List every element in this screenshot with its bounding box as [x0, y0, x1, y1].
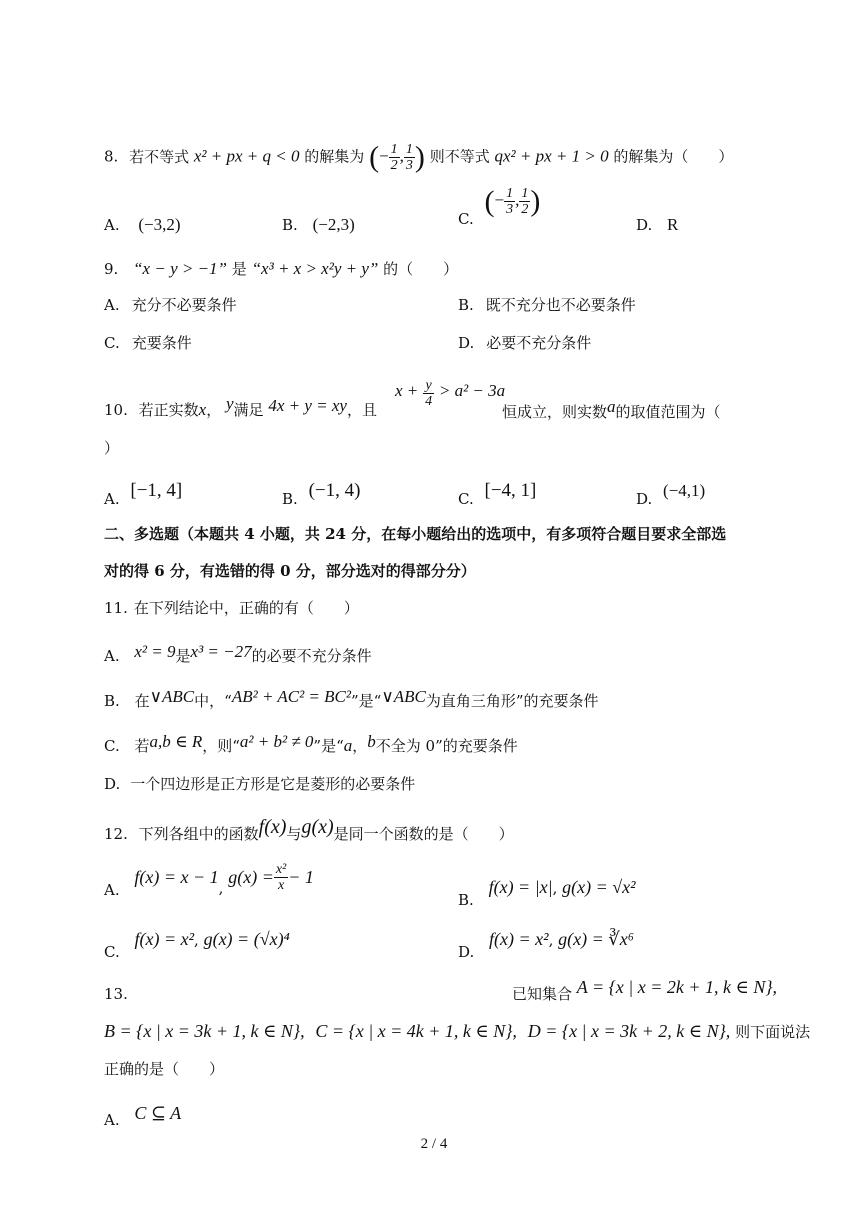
- q8-ineq2: qx² + px + 1 > 0: [494, 146, 609, 166]
- q11-option-d: D. 一个四边形是正方形是它是菱形的必要条件: [104, 775, 416, 793]
- q11-option-c: C. 若a,b ∈ R，则“a² + b² ≠ 0”是“a，b不全为 0”的充要条件: [104, 732, 518, 755]
- q8-ineq1: x² + px + q < 0: [193, 146, 300, 166]
- q12-option-b: B. f(x) = |x|, g(x) = √x²: [458, 877, 636, 909]
- q9-option-b: B. 既不充分也不必要条件: [458, 296, 636, 314]
- q8-option-d: D. R: [636, 215, 679, 234]
- page-number: 2 / 4: [420, 1136, 448, 1152]
- q13-stem-tail: 正确的是（ ）: [104, 1060, 225, 1078]
- q8-frac1: $\frac{1}{2}$: [390, 142, 398, 173]
- q10-option-a: A. [−1, 4]: [104, 480, 183, 508]
- q8-option-b: B. (−2,3): [282, 215, 355, 234]
- q12-option-c: C. f(x) = x², g(x) = (√x)⁴: [104, 929, 290, 961]
- q11-option-b: B. 在∨ABC中，“AB² + AC² = BC²”是“∨ABC为直角三角形”的充要条件: [104, 687, 599, 710]
- q8-option-c: C. (− $\frac{1}{3}$ , $\frac{1}{2}$ ): [458, 184, 541, 228]
- q8-option-a: A. (−3,2): [104, 215, 181, 234]
- q9-cond1: “x − y > −1”: [133, 259, 228, 278]
- q8-number: 8.: [104, 147, 119, 166]
- q10-stem: 10. 若正实数x， y满足 4x + y = xy，且: [104, 394, 377, 419]
- q8-text2: 的解集为: [304, 147, 365, 166]
- section2-heading-line2: 对的得 6 分，有选错的得 0 分，部分选对的得部分分）: [104, 562, 476, 580]
- q9-number: 9.: [104, 260, 119, 278]
- q9-stem: [104, 258, 458, 280]
- q13-intro: 已知集合 A = {x | x = 2k + 1, k ∈ N},: [512, 977, 778, 1003]
- q13-sets: B = {x | x = 3k + 1, k ∈ N}, C = {x | x = 4k + 1, k ∈ N}, D = {x | x = 3k + 2, k ∈ N}, 则下面说法: [104, 1021, 811, 1041]
- q10-stem-tail: 恒成立，则实数a的取值范围为（: [502, 397, 721, 421]
- q12-stem: 12. 下列各组中的函数f(x)与g(x)是同一个函数的是（ ）: [104, 816, 514, 843]
- q10-number: 10.: [104, 401, 128, 419]
- q9-text2: 的（ ）: [383, 260, 459, 278]
- q8-frac2: $\frac{1}{3}$: [405, 142, 413, 173]
- q9-text1: 是: [231, 260, 247, 278]
- q11-option-a: A. x² = 9是x³ = −27的必要不充分条件: [104, 642, 372, 665]
- q8-text1: 若不等式: [129, 147, 190, 166]
- q10-expression: x + $\frac{y}{4}$ > a² − 3a: [395, 378, 506, 409]
- q10-close-paren: ）: [104, 439, 120, 457]
- q12-option-d: D. f(x) = x², g(x) = ∛x⁶: [458, 929, 634, 961]
- q10-option-b: B. (−1, 4): [282, 480, 361, 508]
- q10-option-d: D. (−4,1): [636, 481, 706, 508]
- section2-heading-line1: 二、多选题（本题共 4 小题，共 24 分，在每小题给出的选项中，有多项符合题目要求全部选: [104, 525, 727, 543]
- q8-text3: 则不等式: [429, 147, 490, 166]
- q9-cond2: “x³ + x > x²y + y”: [251, 259, 379, 278]
- q9-option-c: C. 充要条件: [104, 334, 192, 352]
- q13-option-a: A. C ⊆ A: [104, 1103, 182, 1129]
- q8-stem: 8. 若不等式 x² + px + q < 0 的解集为 (− $\frac{1}{2}$ , $\frac{1}{3}$ ) 则不等式 qx² + px + 1 > 0 的解集为（ ）: [104, 140, 734, 174]
- q9-option-d: D. 必要不充分条件: [458, 334, 592, 352]
- q13-number: 13.: [104, 985, 128, 1003]
- q11-stem: 11. 在下列结论中，正确的有（ ）: [104, 599, 359, 617]
- q10-option-c: C. [−4, 1]: [458, 480, 537, 508]
- q8-paren-open: (: [369, 140, 380, 174]
- q12-option-a: A. f(x) = x − 1, g(x) = $\frac{\text{x²}}{x}$ − 1: [104, 862, 314, 899]
- q8-text4: 的解集为（ ）: [613, 147, 734, 166]
- q9-option-a: A. 充分不必要条件: [104, 296, 237, 314]
- q8-paren-close: ): [414, 140, 425, 174]
